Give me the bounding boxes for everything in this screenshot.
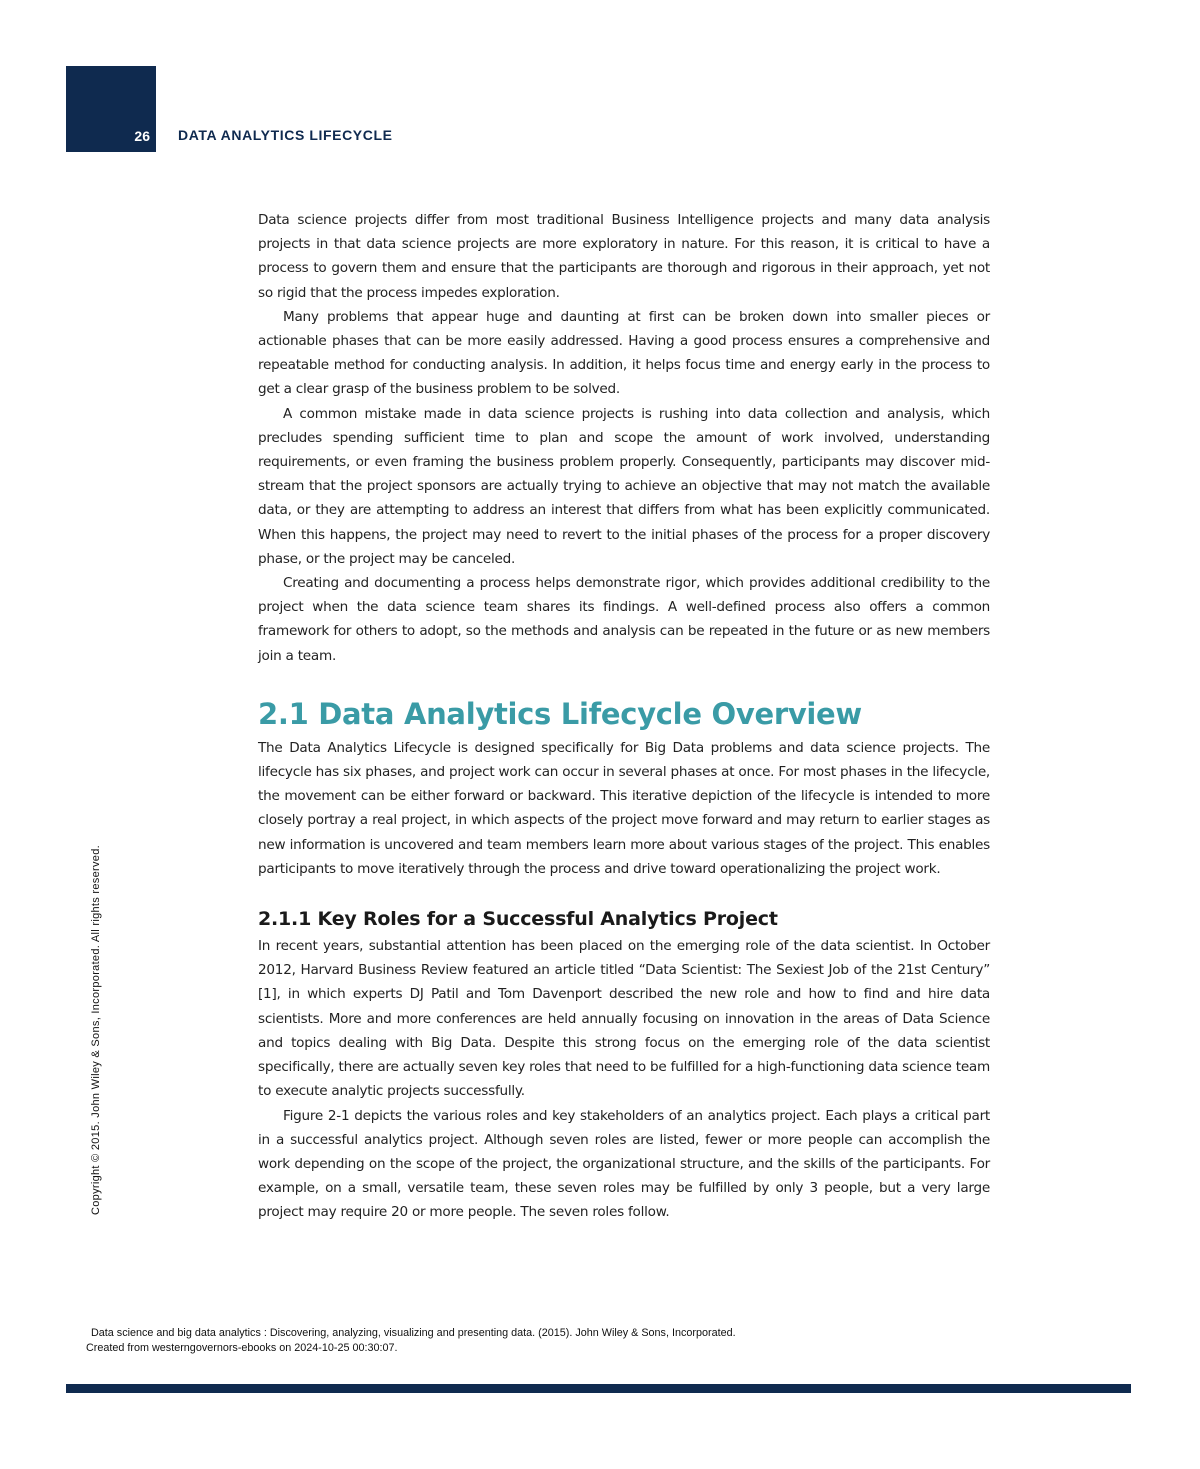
body-paragraph: Data science projects differ from most traditional Business Intelligence projects and many data analysis projects in that data science projects are more exploratory in nature. For this reason, it is critical to have a process to govern them and ensure that the participants are thorough and rigorous in their approach, yet not so rigid that the process impedes exploration.	[258, 212, 990, 301]
body-paragraph: Creating and documenting a process helps demonstrate rigor, which provides additional credibility to the project when the data science team shares its findings. A well-defined process also offers a common framework for others to adopt, so the methods and analysis can be repeated in the future or as new members join a team.	[258, 575, 990, 664]
running-head: DATA ANALYTICS LIFECYCLE	[178, 127, 393, 143]
footer-bar	[66, 1384, 1131, 1393]
body-paragraph: Many problems that appear huge and daunting at first can be broken down into smaller pieces or actionable phases that can be more easily addressed. Having a good process ensures a comprehensive and repeatable method for conducting analysis. In addition, it helps focus time and energy early in the process to get a clear grasp of the business problem to be solved.	[258, 308, 990, 398]
page-number-tab	[66, 66, 156, 152]
page-body	[258, 208, 990, 1225]
body-paragraph: A common mistake made in data science projects is rushing into data collection and analysis, which precludes spending sufficient time to plan and scope the amount of work involved, understanding requirements, or even framing the business problem properly. Consequently, participants may discover mid-stream that the project sponsors are actually trying to achieve an objective that may not match the available data, or they are attempting to address an interest that differs from what has been explicitly communicated. When this happens, the project may need to revert to the initial phases of the process for a proper discovery phase, or the project may be canceled.	[258, 405, 990, 567]
source-citation	[86, 1326, 736, 1356]
section-heading: 2.1 Data Analytics Lifecycle Overview	[258, 696, 862, 731]
copyright-notice: Copyright © 2015. John Wiley & Sons, Incorporated. All rights reserved.	[90, 845, 102, 1215]
body-paragraph: In recent years, substantial attention has been placed on the emerging role of the data scientist. In October 2012, Harvard Business Review featured an article titled “Data Scientist: The Sexiest Job of the 21st Century” [1], in which experts DJ Patil and Tom Davenport described the new role and how to find and hire data scientists. More and more conferences are held annually focusing on innovation in the areas of Data Science and topics dealing with Big Data. Despite this strong focus on the emerging role of the data scientist specifically, there are actually seven key roles that need to be fulfilled for a high-functioning data science team to execute analytic projects successfully.	[258, 938, 990, 1100]
created-line: Created from westerngovernors-ebooks on 2024-10-25 00:30:07.	[86, 1342, 398, 1354]
subsection-heading: 2.1.1 Key Roles for a Successful Analytics Project	[258, 908, 778, 931]
body-paragraph: The Data Analytics Lifecycle is designed specifically for Big Data problems and data science projects. The lifecycle has six phases, and project work can occur in several phases at once. For most phases in the lifecycle, the movement can be either forward or backward. This iterative depiction of the lifecycle is intended to more closely portray a real project, in which aspects of the project move forward and may return to earlier stages as new information is uncovered and team members learn more about various stages of the project. This enables participants to move iteratively through the process and drive toward operationalizing the project work.	[258, 739, 990, 877]
source-line: Data science and big data analytics : Discovering, analyzing, visualizing and presenting data. (2015). John Wiley & Sons, Incorporated.	[91, 1327, 736, 1339]
body-paragraph: Figure 2-1 depicts the various roles and key stakeholders of an analytics project. Each plays a critical part in a successful analytics project. Although seven roles are listed, fewer or more people can accomplish the work depending on the scope of the project, the organizational structure, and the skills of the participants. For example, on a small, versatile team, these seven roles may be fulfilled by only 3 people, but a very large project may require 20 or more people. The seven roles follow.	[258, 1107, 990, 1221]
page-number: 26	[134, 128, 150, 144]
